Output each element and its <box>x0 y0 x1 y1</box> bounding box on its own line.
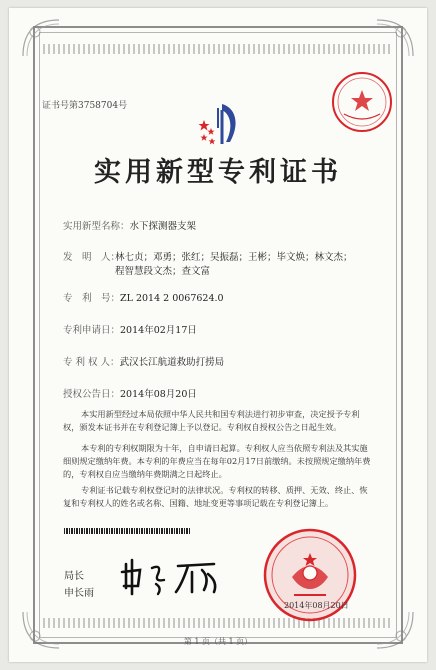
designer-label <box>63 251 120 265</box>
body-paragraph: 本实用新型经过本局依照中华人民共和国专利法进行初步审查，决定授予专利权，颁发本证书并在专利登记簿上予以登记。专利权自授权公告之日起生效。 <box>63 409 360 432</box>
patent-office-emblem-icon <box>196 98 248 150</box>
certificate-number: 证书号第3758704号 <box>42 101 128 111</box>
patentee-row <box>63 356 224 370</box>
body-paragraph: 本专利的专利权期限为十年，自申请日起算。专利权人应当依照专利法及其实施细则规定缴纳年费。本专利的年费应当在每年02月17日前缴纳。未按照规定缴纳年费的，专利权自应当缴纳年费期满之日起终止。 <box>63 443 371 479</box>
filing-date: 2014年02月17日 <box>120 325 197 336</box>
field-label: 专 利 号： <box>63 293 121 304</box>
grant-date: 2014年08月20日 <box>120 389 197 400</box>
field-label: 专 利 权 人： <box>63 357 120 368</box>
patentee: 武汉长江航道救助打捞局 <box>119 357 225 368</box>
page-number: 第 1 页（共 1 页） <box>183 637 253 646</box>
body-paragraph: 专利证书记载专利权登记时的法律状况。专利权的转移、质押、无效、终止、恢复和专利权人的姓名或名称、国籍、地址变更等事项记载在专利登记簿上。 <box>63 485 368 508</box>
patent-number: ZL 2014 2 0067624.0 <box>120 293 224 304</box>
field-label: 专利申请日： <box>63 325 121 336</box>
barcode <box>64 528 190 534</box>
signatory-name: 申长雨 <box>64 588 94 599</box>
corner-ornament-icon <box>21 18 61 58</box>
certificate-title: 实用新型专利证书 <box>94 157 342 188</box>
field-label: 发 明 人： <box>63 252 121 263</box>
seal-date: 2014年08月20日 <box>284 601 349 610</box>
filing-date-row <box>63 324 197 338</box>
guilloche-band-top <box>43 44 393 54</box>
designers: 林七贞；邓勇；张红；吴振磊；王彬；毕文焕；林文杰；程智慧段文杰；查文富 <box>115 252 353 277</box>
field-label: 授权公告日： <box>63 389 121 400</box>
handwritten-signature <box>118 554 228 598</box>
field-label: 实用新型名称： <box>63 221 130 232</box>
official-seal-stamp <box>330 70 394 134</box>
grant-date-row <box>63 388 197 402</box>
corner-ornament-icon <box>375 18 415 58</box>
utility-model-name-row <box>63 220 196 234</box>
utility-model-name: 水下探测器支架 <box>129 221 197 232</box>
patent-number-row <box>63 292 224 306</box>
signatory-title: 局长 <box>64 571 84 582</box>
